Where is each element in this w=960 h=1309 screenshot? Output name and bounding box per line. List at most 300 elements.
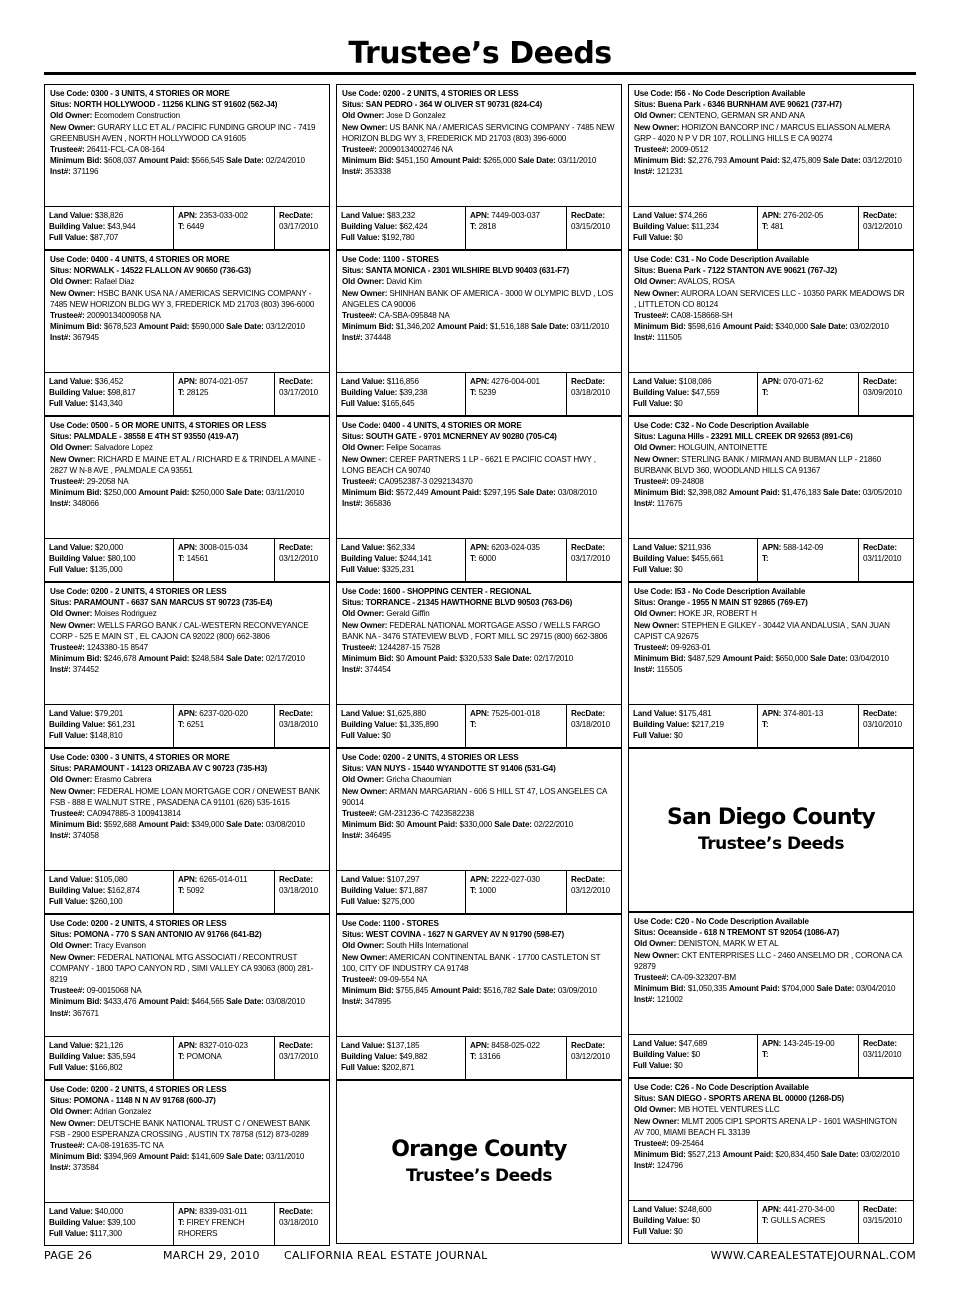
old-owner-label: Old Owner:	[634, 939, 677, 949]
land-value-row	[633, 376, 753, 387]
use-code-label: Use Code:	[634, 587, 673, 596]
deed-details	[629, 913, 913, 1035]
use-code-row	[634, 254, 908, 265]
building-value-label: Building Value:	[341, 720, 398, 730]
tract-row	[762, 1049, 854, 1060]
old-owner-value: Felipe Socarras	[386, 443, 441, 453]
rec-date-value: 03/12/2010	[863, 222, 903, 232]
land-value-label: Land Value:	[633, 1039, 677, 1048]
deed-entry	[336, 416, 622, 582]
inst-row	[342, 830, 616, 841]
building-value-row	[49, 1217, 169, 1228]
deed-values	[45, 1203, 329, 1245]
land-value-value: $175,481	[678, 709, 712, 718]
apn-cell	[174, 705, 275, 747]
tract-label: T:	[762, 388, 769, 398]
apn-row	[178, 1040, 270, 1051]
trustee-row	[342, 476, 616, 487]
deed-details	[45, 1081, 329, 1203]
old-owner-value: CENTENO, GERMAN SR AND ANA	[678, 111, 805, 121]
values-cell	[629, 207, 758, 249]
full-value-value: $202,871	[381, 1063, 415, 1073]
amount-paid-value: $516,782	[483, 986, 516, 996]
apn-value: 588-142-09	[783, 543, 824, 552]
tract-label: T:	[178, 222, 185, 232]
new-owner-value: HSBC BANK USA NA / AMERICAS SERVICING COMPANY - 7485 NEW HORIZON BLDG WY 3, FREDERICK MD 21703 (803) 396-6000	[50, 288, 315, 309]
amount-paid-label: Amount Paid:	[722, 1150, 774, 1160]
land-value-value: $62,334	[386, 543, 416, 552]
amount-paid-value: $320,533	[459, 654, 493, 664]
use-code-row	[50, 752, 324, 763]
min-bid-label: Minimum Bid:	[634, 984, 686, 994]
inst-value: 374058	[72, 831, 99, 841]
situs-row	[50, 929, 324, 940]
old-owner-label: Old Owner:	[342, 277, 385, 287]
situs-label: Situs:	[634, 598, 656, 608]
situs-row	[50, 431, 324, 442]
inst-value: 367945	[72, 333, 99, 343]
sale-date-value: 03/11/2010	[265, 488, 305, 498]
new-owner-row	[342, 952, 616, 974]
min-bid-label: Minimum Bid:	[50, 322, 102, 332]
use-code-label: Use Code:	[50, 89, 89, 98]
building-value-label: Building Value:	[633, 1050, 690, 1060]
apn-cell	[174, 1203, 275, 1245]
amount-paid-label: Amount Paid:	[406, 654, 458, 664]
land-value-value: $40,000	[94, 1207, 124, 1216]
tract-label: T:	[470, 1052, 477, 1062]
inst-row	[50, 166, 324, 177]
old-owner-row	[342, 940, 616, 951]
situs-label: Situs:	[342, 266, 364, 276]
full-value-row	[633, 1226, 753, 1237]
new-owner-row	[342, 454, 616, 476]
building-value-value: $61,231	[107, 720, 136, 730]
full-value-row	[341, 730, 461, 741]
deed-values	[629, 207, 913, 249]
inst-row	[342, 996, 616, 1007]
sale-date-value: 03/04/2010	[856, 984, 896, 994]
use-code-value: I56 - No Code Description Available	[674, 89, 806, 98]
deed-details	[45, 251, 329, 373]
min-bid-value: $451,150	[395, 156, 429, 166]
land-value-label: Land Value:	[49, 1041, 93, 1050]
deed-entry	[44, 84, 330, 250]
situs-label: Situs:	[50, 930, 72, 940]
old-owner-row	[50, 608, 324, 619]
min-bid-value: $755,845	[395, 986, 429, 996]
new-owner-value: STEPHEN E GILKEY - 30442 VIA ANDALUSIA , SAN JUAN CAPIST CA 92675	[634, 620, 890, 641]
new-owner-label: New Owner:	[342, 288, 388, 298]
deed-entry	[336, 84, 622, 250]
land-value-value: $21,126	[94, 1041, 124, 1050]
situs-value: WEST COVINA - 1627 N GARVEY AV N 91790 (598-E7)	[365, 930, 565, 940]
trustee-row	[50, 985, 324, 996]
use-code-row	[342, 752, 616, 763]
bid-row	[50, 996, 324, 1007]
min-bid-label: Minimum Bid:	[342, 322, 394, 332]
new-owner-row	[50, 1118, 324, 1140]
trustee-value: 20090134002746 NA	[378, 145, 453, 155]
full-value-label: Full Value:	[341, 731, 380, 741]
full-value-value: $143,340	[89, 399, 123, 409]
situs-value: NORWALK - 14522 FLALLON AV 90650 (736-G3)	[73, 266, 251, 276]
old-owner-label: Old Owner:	[50, 775, 93, 785]
use-code-label: Use Code:	[634, 89, 673, 98]
amount-paid-value: $566,545	[191, 156, 224, 166]
deed-details	[45, 583, 329, 705]
apn-value: 6237-020-020	[199, 709, 248, 718]
use-code-row	[50, 254, 324, 265]
building-value-value: $62,424	[399, 222, 428, 232]
apn-cell	[758, 207, 859, 249]
building-value-value: $0	[691, 1216, 701, 1226]
values-cell	[629, 373, 758, 415]
new-owner-label: New Owner:	[634, 620, 680, 630]
apn-cell	[174, 871, 275, 913]
use-code-value: C31 - No Code Description Available	[674, 255, 809, 264]
tract-label: T:	[470, 720, 477, 730]
building-value-value: $162,874	[107, 886, 140, 896]
amount-paid-value: $340,000	[775, 322, 808, 332]
land-value-label: Land Value:	[341, 211, 385, 220]
bid-row	[342, 653, 616, 664]
rec-date-value: 03/18/2010	[279, 1218, 319, 1228]
trustee-value: CA-08-191635-TC NA	[86, 1141, 164, 1151]
land-value-label: Land Value:	[633, 709, 677, 718]
sale-date-value: 03/05/2010	[862, 488, 902, 498]
building-value-label: Building Value:	[341, 1052, 398, 1062]
inst-value: 117675	[656, 499, 683, 509]
apn-label: APN:	[470, 543, 490, 552]
deed-values	[337, 705, 621, 747]
building-value-label: Building Value:	[49, 554, 106, 564]
sale-date-label: Sale Date:	[226, 156, 264, 166]
tract-label: T:	[470, 554, 477, 564]
rec-date-label: RecDate:	[863, 543, 897, 552]
full-value-row	[49, 398, 169, 409]
new-owner-row	[50, 952, 324, 986]
inst-row	[634, 332, 908, 343]
amount-paid-label: Amount Paid:	[722, 654, 774, 664]
inst-value: 365836	[364, 499, 391, 509]
min-bid-value: $598,616	[687, 322, 721, 332]
full-value-label: Full Value:	[633, 233, 672, 243]
apn-value: 6265-014-011	[199, 875, 248, 884]
amount-paid-label: Amount Paid:	[138, 322, 190, 332]
old-owner-row	[634, 608, 908, 619]
land-value-label: Land Value:	[49, 1207, 93, 1216]
rec-date-cell	[275, 871, 329, 913]
bid-row	[50, 653, 324, 664]
full-value-value: $135,000	[89, 565, 123, 575]
trustee-value: 1244287-15 7528	[378, 643, 440, 653]
deed-entry	[628, 582, 914, 748]
trustee-label: Trustee#:	[634, 477, 669, 487]
trustee-value: 09-24808	[670, 477, 704, 487]
building-value-label: Building Value:	[633, 1216, 690, 1226]
apn-value: 7525-001-018	[491, 709, 540, 718]
amount-paid-label: Amount Paid:	[406, 820, 458, 830]
inst-row	[342, 664, 616, 675]
new-owner-value: MLMT 2005 CIP1 SPORTS ARENA LP - 1601 WASHINGTON AV 700, MIAMI BEACH FL 33139	[634, 1116, 897, 1137]
new-owner-label: New Owner:	[50, 1118, 96, 1128]
land-value-row	[341, 1040, 461, 1051]
use-code-value: C32 - No Code Description Available	[674, 421, 809, 430]
full-value-row	[341, 398, 461, 409]
apn-value: 7449-003-037	[491, 211, 540, 220]
building-value-label: Building Value:	[633, 720, 690, 730]
trustee-label: Trustee#:	[50, 986, 85, 996]
old-owner-label: Old Owner:	[634, 1105, 677, 1115]
min-bid-label: Minimum Bid:	[50, 820, 102, 830]
inst-row	[634, 498, 908, 509]
sale-date-value: 02/17/2010	[265, 654, 305, 664]
sale-date-value: 03/12/2010	[265, 322, 305, 332]
rec-date-value: 03/18/2010	[279, 720, 319, 730]
old-owner-value: Gerald Giffin	[386, 609, 430, 619]
situs-label: Situs:	[634, 1094, 656, 1104]
rec-date-cell	[275, 1203, 329, 1245]
situs-row	[342, 265, 616, 276]
old-owner-value: Tracy Evanson	[94, 941, 146, 951]
building-value-row	[633, 719, 753, 730]
full-value-label: Full Value:	[341, 565, 380, 575]
building-value-row	[341, 553, 461, 564]
deed-entry	[628, 1078, 914, 1244]
tract-label: T:	[178, 554, 185, 564]
inst-value: 348066	[72, 499, 99, 509]
new-owner-value: RICHARD E MAINE ET AL / RICHARD E & TRINDEL A MAINE - 2827 W N-8 AVE , PALMDALE CA 93551	[50, 454, 321, 475]
land-value-value: $211,936	[678, 543, 711, 552]
trustee-row	[342, 642, 616, 653]
situs-row	[50, 1095, 324, 1106]
tract-value: 14561	[186, 554, 209, 564]
land-value-value: $47,689	[678, 1039, 708, 1048]
tract-label: T:	[762, 222, 769, 232]
apn-label: APN:	[470, 1041, 490, 1050]
sale-date-value: 03/08/2010	[557, 488, 597, 498]
apn-label: APN:	[762, 1039, 782, 1048]
rec-date-value: 03/18/2010	[279, 886, 319, 896]
tract-row	[470, 387, 562, 398]
new-owner-value: CEREF PARTNERS 1 LP - 6621 E PACIFIC COAST HWY , LONG BEACH CA 90740	[342, 454, 596, 475]
tract-label: T:	[470, 886, 477, 896]
use-code-label: Use Code:	[634, 421, 673, 430]
building-value-row	[49, 1051, 169, 1062]
new-owner-label: New Owner:	[342, 122, 388, 132]
amount-paid-value: $590,000	[191, 322, 224, 332]
rec-date-label: RecDate:	[279, 543, 313, 552]
rec-date-label: RecDate:	[863, 709, 897, 718]
inst-label: Inst#:	[342, 997, 363, 1007]
sale-date-label: Sale Date:	[494, 820, 532, 830]
deed-values	[629, 1035, 913, 1077]
full-value-value: $117,300	[89, 1229, 122, 1239]
tract-label: T:	[178, 720, 185, 730]
sale-date-value: 03/08/2010	[265, 997, 305, 1007]
use-code-row	[634, 916, 908, 927]
use-code-value: 0200 - 2 UNITS, 4 STORIES OR LESS	[90, 919, 227, 928]
rec-date-cell	[275, 207, 329, 249]
full-value-value: $0	[673, 1061, 683, 1071]
land-value-row	[341, 708, 461, 719]
inst-label: Inst#:	[50, 167, 71, 177]
amount-paid-value: $248,584	[191, 654, 224, 664]
new-owner-value: GURARY LLC ET AL / PACIFIC FUNDING GROUP INC - 7419 GREENBUSH AVEN , NORTH HOLLYWOOD CA 91605	[50, 122, 316, 143]
old-owner-row	[50, 774, 324, 785]
values-cell	[45, 1037, 174, 1079]
use-code-label: Use Code:	[342, 919, 381, 928]
situs-label: Situs:	[50, 432, 72, 442]
inst-label: Inst#:	[50, 665, 71, 675]
apn-cell	[758, 1201, 859, 1243]
rec-date-value: 03/10/2010	[863, 720, 903, 730]
apn-cell	[466, 373, 567, 415]
trustee-value: 09-25464	[670, 1139, 704, 1149]
trustee-label: Trustee#:	[342, 975, 377, 985]
rec-date-label: RecDate:	[863, 211, 897, 220]
apn-label: APN:	[178, 543, 198, 552]
land-value-label: Land Value:	[633, 211, 677, 220]
new-owner-row	[342, 786, 616, 808]
min-bid-value: $0	[395, 820, 405, 830]
trustee-label: Trustee#:	[50, 311, 85, 321]
old-owner-value: David Kim	[386, 277, 422, 287]
apn-row	[470, 708, 562, 719]
rec-date-label: RecDate:	[571, 377, 605, 386]
apn-value: 8327-010-023	[199, 1041, 248, 1050]
apn-cell	[758, 539, 859, 581]
situs-label: Situs:	[50, 764, 72, 774]
new-owner-row	[50, 288, 324, 310]
apn-value: 8074-021-057	[199, 377, 248, 386]
tract-row	[178, 221, 270, 232]
inst-label: Inst#:	[342, 665, 363, 675]
sale-date-value: 03/04/2010	[849, 654, 889, 664]
building-value-row	[341, 719, 461, 730]
amount-paid-label: Amount Paid:	[728, 488, 780, 498]
trustee-label: Trustee#:	[50, 643, 85, 653]
full-value-row	[633, 398, 753, 409]
deed-details	[45, 85, 329, 207]
inst-label: Inst#:	[634, 167, 655, 177]
new-owner-value: STERLING BANK / MIRMAN AND BUBMAN LLP - 21860 BURBANK BLVD 360, WOODLAND HILLS CA 91367	[634, 454, 881, 475]
use-code-label: Use Code:	[50, 587, 89, 596]
building-value-value: $98,817	[107, 388, 136, 398]
situs-row	[634, 431, 908, 442]
inst-label: Inst#:	[50, 1008, 71, 1018]
apn-row	[762, 708, 854, 719]
situs-row	[342, 929, 616, 940]
use-code-value: 0400 - 4 UNITS, 4 STORIES OR MORE	[382, 421, 522, 430]
old-owner-label: Old Owner:	[634, 443, 677, 453]
tract-row	[470, 553, 562, 564]
rec-date-cell	[567, 373, 621, 415]
building-value-label: Building Value:	[341, 222, 398, 232]
apn-cell	[466, 1037, 567, 1079]
building-value-label: Building Value:	[341, 886, 398, 896]
tract-row	[470, 1051, 562, 1062]
old-owner-row	[634, 1104, 908, 1115]
apn-cell	[466, 705, 567, 747]
apn-value: 8458-025-022	[491, 1041, 540, 1050]
footer-date: MARCH 29, 2010	[163, 1249, 260, 1262]
sale-date-label: Sale Date:	[226, 488, 264, 498]
bid-row	[634, 983, 908, 994]
county-subtitle: Trustee’s Deeds	[406, 1166, 552, 1186]
amount-paid-label: Amount Paid:	[436, 322, 488, 332]
sale-date-label: Sale Date:	[518, 156, 556, 166]
inst-row	[50, 1162, 324, 1173]
tract-value: 5092	[186, 886, 204, 896]
old-owner-label: Old Owner:	[50, 609, 93, 619]
full-value-row	[49, 1062, 169, 1073]
bid-row	[342, 487, 616, 498]
sale-date-value: 03/11/2010	[265, 1152, 305, 1162]
apn-cell	[174, 373, 275, 415]
land-value-value: $1,625,880	[386, 709, 426, 718]
trustee-row	[50, 144, 324, 155]
situs-label: Situs:	[342, 930, 364, 940]
values-cell	[45, 1203, 174, 1245]
amount-paid-value: $141,609	[191, 1152, 224, 1162]
values-cell	[337, 1037, 466, 1079]
trustee-row	[634, 642, 908, 653]
apn-row	[470, 874, 562, 885]
inst-value: 115505	[656, 665, 683, 675]
situs-value: Buena Park - 7122 STANTON AVE 90621 (767-J2)	[657, 266, 838, 276]
situs-value: Oceanside - 618 N TREMONT ST 92054 (1086-A7)	[657, 928, 840, 938]
sale-date-label: Sale Date:	[810, 654, 848, 664]
apn-cell	[758, 1035, 859, 1077]
rec-date-value: 03/11/2010	[863, 554, 902, 564]
rec-date-cell	[275, 539, 329, 581]
bid-row	[50, 321, 324, 332]
apn-label: APN:	[178, 211, 198, 220]
min-bid-value: $572,449	[395, 488, 429, 498]
full-value-row	[49, 896, 169, 907]
rec-date-cell	[567, 871, 621, 913]
sale-date-label: Sale Date:	[820, 1150, 859, 1160]
apn-value: 3008-015-034	[199, 543, 248, 552]
amount-paid-value: $330,000	[459, 820, 493, 830]
full-value-row	[49, 564, 169, 575]
values-cell	[629, 705, 758, 747]
apn-value: 2222-027-030	[491, 875, 540, 884]
deed-values	[629, 539, 913, 581]
situs-value: PARAMOUNT - 14123 ORIZABA AV C 90723 (735-H3)	[73, 764, 268, 774]
deed-entry	[628, 416, 914, 582]
amount-paid-value: $650,000	[775, 654, 808, 664]
old-owner-label: Old Owner:	[342, 941, 385, 951]
situs-row	[342, 431, 616, 442]
trustee-value: CA0952387-3 0292134370	[378, 477, 473, 487]
old-owner-row	[50, 110, 324, 121]
old-owner-value: Erasmo Cabrera	[94, 775, 152, 785]
old-owner-value: Adrian Gonzalez	[93, 1107, 152, 1117]
new-owner-row	[50, 620, 324, 642]
use-code-row	[50, 1084, 324, 1095]
inst-value: 371196	[72, 167, 99, 177]
new-owner-label: New Owner:	[50, 288, 96, 298]
inst-label: Inst#:	[50, 333, 71, 343]
old-owner-label: Old Owner:	[634, 111, 677, 121]
sale-date-value: 03/11/2010	[557, 156, 597, 166]
tract-label: T:	[178, 1052, 185, 1062]
trustee-value: CA08-158668-SH	[670, 311, 733, 321]
land-value-label: Land Value:	[341, 377, 385, 386]
